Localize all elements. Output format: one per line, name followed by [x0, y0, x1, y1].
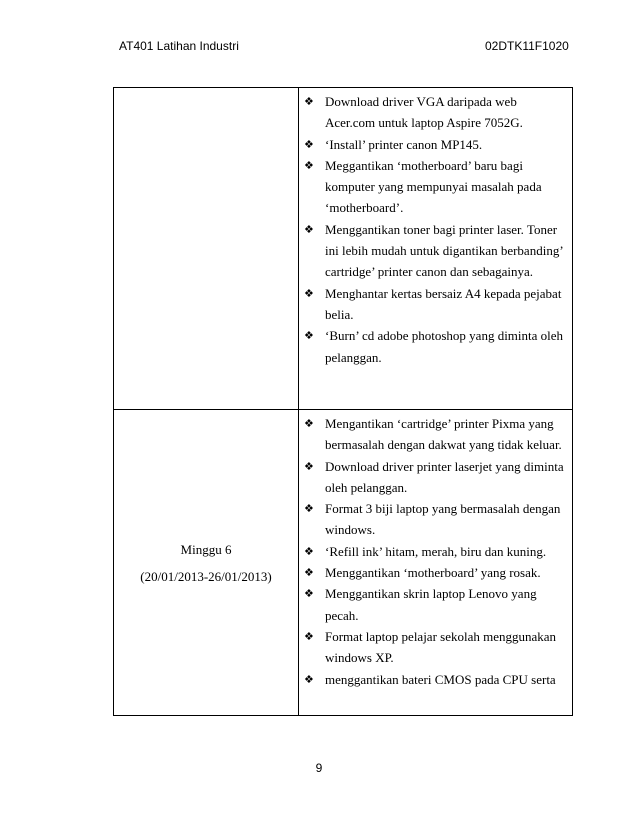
- diamond-bullet-icon: ❖: [304, 137, 314, 151]
- task-text: Meggantikan ‘motherboard’ baru bagi komputer yang mempunyai masalah pada ‘motherboard’.: [325, 157, 542, 216]
- week-name: Minggu 6: [180, 541, 232, 557]
- task-text: Menggantikan toner bagi printer laser. Toner ini lebih mudah untuk digantikan berbanding’ cartridge’ printer canon dan sebagainya.: [325, 221, 563, 280]
- table-row: [114, 88, 573, 410]
- week-date-range: (20/01/2013-26/01/2013): [140, 568, 272, 584]
- list-item: [304, 583, 568, 626]
- tasks-cell: [299, 88, 573, 410]
- task-text: ‘Install’ printer canon MP145.: [325, 136, 483, 152]
- task-text: ‘Refill ink’ hitam, merah, biru dan kuning.: [325, 543, 547, 559]
- list-item: [304, 283, 568, 326]
- list-item: [304, 562, 568, 583]
- task-text: Format laptop pelajar sekolah menggunakan windows XP.: [325, 628, 557, 666]
- task-text: Menggantikan ‘motherboard’ yang rosak.: [325, 565, 541, 581]
- diamond-bullet-icon: ❖: [304, 629, 314, 643]
- diamond-bullet-icon: ❖: [304, 222, 314, 236]
- list-item: [304, 219, 568, 283]
- list-item: [304, 134, 568, 155]
- week-cell: [114, 410, 299, 716]
- diamond-bullet-icon: ❖: [304, 158, 314, 172]
- diamond-bullet-icon: ❖: [304, 459, 314, 473]
- week-cell: [114, 88, 299, 410]
- table-row: [114, 410, 573, 716]
- diamond-bullet-icon: ❖: [304, 502, 314, 516]
- list-item: [304, 541, 568, 562]
- task-text: Menghantar kertas bersaiz A4 kepada pejabat belia.: [325, 285, 562, 322]
- list-item: [304, 456, 568, 499]
- task-text: Download driver printer laserjet yang diminta oleh pelanggan.: [325, 458, 564, 495]
- task-list: [299, 88, 572, 368]
- task-text: menggantikan bateri CMOS pada CPU serta: [325, 671, 556, 687]
- list-item: [304, 91, 568, 134]
- diamond-bullet-icon: ❖: [304, 417, 314, 430]
- header-course-title: AT401 Latihan Industri: [119, 39, 239, 53]
- diamond-bullet-icon: ❖: [304, 329, 314, 343]
- list-item: [304, 669, 568, 690]
- task-list: [299, 410, 572, 690]
- task-text: Format 3 biji laptop yang bermasalah dengan windows.: [325, 501, 561, 538]
- tasks-cell: [299, 410, 573, 716]
- task-text: Menggantikan skrin laptop Lenovo yang pecah.: [325, 586, 537, 623]
- diamond-bullet-icon: ❖: [304, 672, 314, 686]
- list-item: [304, 413, 568, 456]
- list-item: [304, 155, 568, 219]
- diamond-bullet-icon: ❖: [304, 95, 314, 108]
- activity-log-table: [113, 87, 573, 716]
- list-item: [304, 325, 568, 368]
- diamond-bullet-icon: ❖: [304, 587, 314, 601]
- task-text: Download driver VGA daripada web Acer.com untuk laptop Aspire 7052G.: [325, 94, 523, 131]
- task-text: ‘Burn’ cd adobe photoshop yang diminta oleh pelanggan.: [325, 328, 564, 365]
- diamond-bullet-icon: ❖: [304, 286, 314, 300]
- diamond-bullet-icon: ❖: [304, 544, 314, 558]
- page-number: 9: [315, 761, 323, 775]
- diamond-bullet-icon: ❖: [304, 566, 314, 580]
- header-student-id: 02DTK11F1020: [485, 39, 569, 53]
- task-text: Mengantikan ‘cartridge’ printer Pixma yang bermasalah dengan dakwat yang tidak keluar.: [325, 416, 562, 453]
- list-item: [304, 498, 568, 541]
- list-item: [304, 626, 568, 669]
